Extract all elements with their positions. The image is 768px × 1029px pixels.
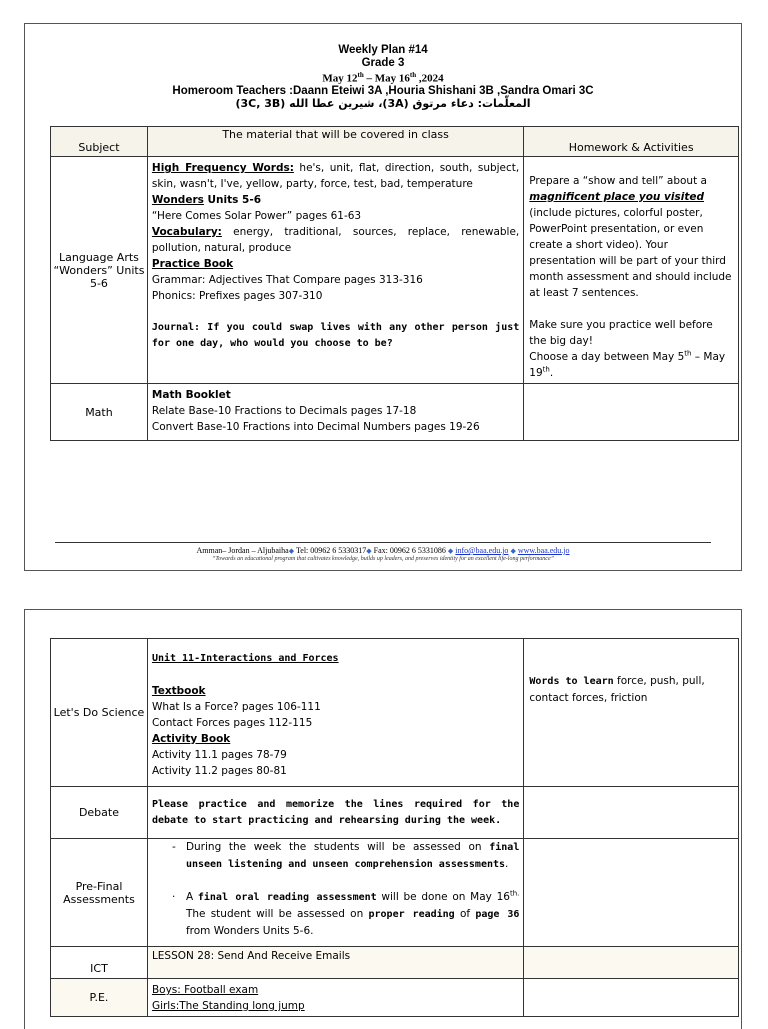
table-row — [51, 787, 739, 839]
grade-label: Grade 3 — [361, 56, 405, 69]
material-pe: Boys: Football exam Girls:The Standing long jump — [147, 979, 523, 1017]
homework-ict — [524, 947, 739, 979]
homework-pre-final — [524, 839, 739, 947]
material-math: Math Booklet Relate Base-10 Fractions to Decimals pages 17-18 Convert Base-10 Fractions into Decimal Numbers pages 19-26 — [147, 384, 523, 441]
homework-language-arts: Prepare a “show and tell” about a magnificent place you visited (include pictures, colorful poster, PowerPoint presentation, or even create a short video). Your presentation will be part of your third month assessment and should include at least 7 sentences. Make sure you practice well before the big day! Choose a day between May 5th – May 19th. — [524, 157, 739, 384]
material-pre-final — [147, 839, 523, 947]
plan-header — [25, 24, 741, 111]
list-item: · A final oral reading assessment will be done on May $16^{th.}$ The student will be assessed on proper reading of page 36 from Wonders Units 5-6. — [171, 889, 520, 937]
weekly-plan-table-2 — [50, 638, 739, 1017]
date-range: May 12th – May 16th ,2024 — [322, 71, 444, 85]
homework-pe — [524, 979, 739, 1017]
homeroom-teachers-arabic: المعلّمات: دعاء مرتوق (3A)، شيرين عطا الله (3C, 3B) — [235, 97, 531, 111]
subject-debate: Debate — [51, 787, 148, 839]
homeroom-teachers: Homeroom Teachers :Daann Eteiwi 3A ,Houria Shishani 3B ,Sandra Omari 3C — [172, 84, 594, 97]
table-row — [51, 384, 739, 441]
material-science: Unit 11-Interactions and Forces Textbook What Is a Force? pages 106-111 Contact Forces pages 112-115 Activity Book Activity 11.1 pages 78-79 Activity 11.2 pages 80-81 — [147, 639, 523, 787]
page-footer: Amman– Jordan – Aljubaiha◆ Tel: 00962 6 5330317◆ Fax: 00962 6 5331086 ◆ info@baa.edu.jo ◆ www.baa.edu.jo “Towards an educational program that cultivates knowledge, builds up leaders, and preserves identity for an excellent life-long performance” — [55, 542, 711, 563]
page-2 — [24, 609, 742, 1029]
col-material-header: The material that will be covered in class — [147, 127, 523, 157]
material-ict: LESSON 28: Send And Receive Emails — [147, 947, 523, 979]
subject-math: Math — [51, 384, 148, 441]
material-debate: Please practice and memorize the lines required for the debate to start practicing and rehearsing during the week. — [147, 787, 523, 839]
table-row — [51, 839, 739, 947]
material-language-arts: High Frequency Words: he's, unit, flat, direction, south, subject, skin, wasn't, I've, yellow, party, force, test, bad, temperature Wonders Units 5-6 “Here Comes Solar Power” pages 61-63 Vocabulary: energy, traditional, sources, replace, renewable, pollution, natural, produce Practice Book Grammar: Adjectives That Compare pages 313-316 Phonics: Prefixes pages 307-310 Journal: If you could swap lives with any other person just for one day, who would you choose to be? — [147, 157, 523, 384]
table-header-row — [51, 127, 739, 157]
table-row — [51, 639, 739, 787]
subject-pe: P.E. — [51, 979, 148, 1017]
subject-language-arts: Language Arts “Wonders” Units 5-6 — [51, 157, 148, 384]
subject-science: Let's Do Science — [51, 639, 148, 787]
table-row — [51, 979, 739, 1017]
subject-pre-final-assessments: Pre-Final Assessments — [51, 839, 148, 947]
email-link[interactable]: info@baa.edu.jo — [455, 546, 509, 555]
website-link[interactable]: www.baa.edu.jo — [517, 546, 570, 555]
subject-ict: ICT — [51, 947, 148, 979]
homework-math — [524, 384, 739, 441]
table-row — [51, 157, 739, 384]
col-homework-header: Homework & Activities — [524, 127, 739, 157]
homework-science: Words to learn force, push, pull, contact forces, friction — [524, 639, 739, 787]
list-item: - During the week the students will be assessed on final unseen listening and unseen comprehension assessments. — [171, 841, 520, 870]
journal-prompt: Journal: If you could swap lives with any other person just for one day, who would you choose to be? — [151, 322, 520, 349]
plan-title: Weekly Plan #14 — [338, 44, 428, 56]
footer-tagline: “Towards an educational program that cultivates knowledge, builds up leaders, and preserves identity for an excellent life-long performance” — [212, 556, 554, 562]
page-1 — [24, 23, 742, 571]
weekly-plan-table-1 — [50, 126, 739, 441]
homework-debate — [524, 787, 739, 839]
col-subject-header: Subject — [51, 127, 148, 157]
table-row — [51, 947, 739, 979]
